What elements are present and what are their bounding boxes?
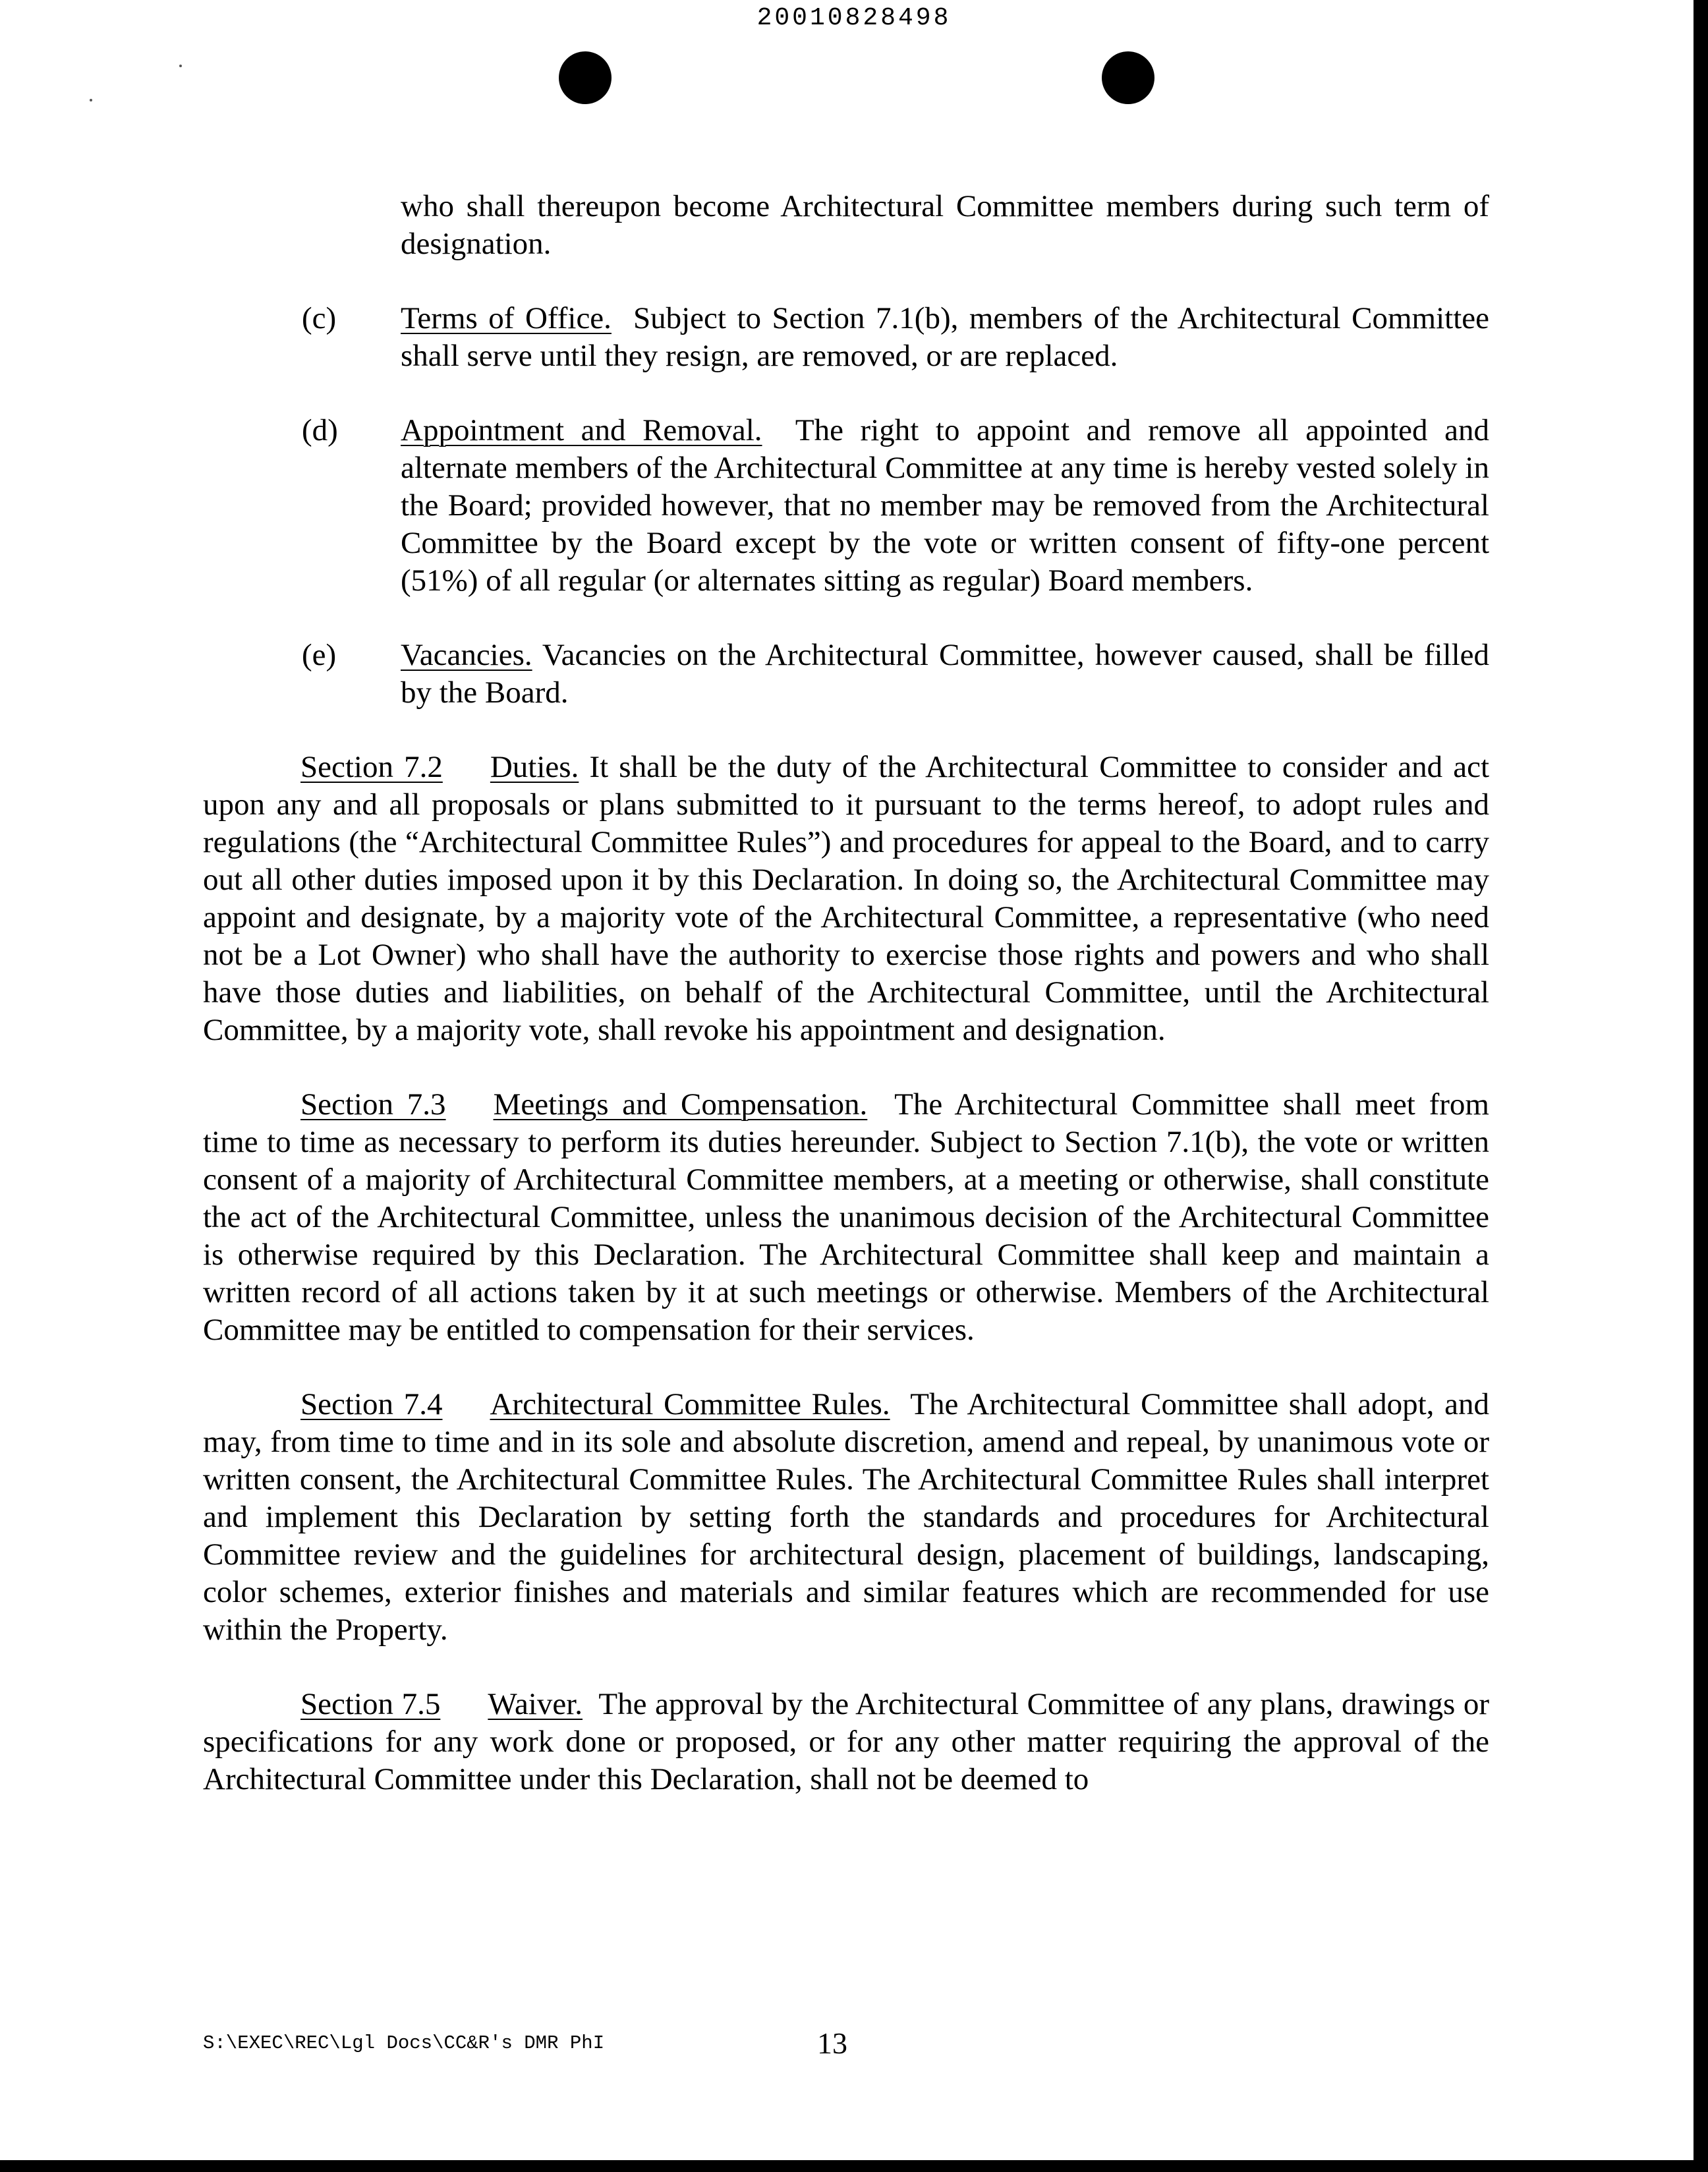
subsection-label: (e): [302, 638, 337, 672]
subsection-text: Subject to Section 7.1(b), members of the Architectural Committee shall serve until they resign, are removed, or are replaced.: [401, 301, 1489, 373]
scan-speck: [179, 65, 182, 67]
document-body: [203, 188, 1489, 1798]
section-text: The Architectural Committee shall adopt, and may, from time to time and in its sole and absolute discretion, amend and repeal, by unanimous vote or written consent, the Architectural Committee Rules. The Architectural Committee Rules shall interpret and implement this Declaration by setting forth the standards and procedures for Architectural Committee review and the guidelines for architectural design, placement of buildings, landscaping, color schemes, exterior finishes and materials and similar features which are recommended for use within the Property.: [203, 1387, 1490, 1647]
subsection-text: Vacancies on the Architectural Committee, however caused, shall be filled by the Board.: [401, 638, 1489, 710]
section-7-3: [203, 1086, 1489, 1349]
section-number: Section 7.3: [300, 1087, 446, 1122]
section-7-2: [203, 749, 1489, 1049]
subsection-c: [203, 300, 1489, 375]
subsection-label: (d): [302, 413, 338, 447]
section-heading: Meetings and Compensation.: [493, 1087, 868, 1122]
subsection-label: (c): [302, 301, 337, 335]
continued-paragraph: who shall thereupon become Architectural Committee members during such term of designation.: [401, 189, 1489, 261]
punch-hole-right: [1102, 51, 1154, 104]
document-number: 20010828498: [756, 4, 952, 32]
section-text: The approval by the Architectural Committee of any plans, drawings or specifications for any work done or proposed, or for any other matter requiring the approval of the Architectural Committee under this Declaration, shall not be deemed to: [203, 1687, 1489, 1796]
subsection-heading: Terms of Office.: [401, 301, 612, 335]
section-heading: Duties.: [490, 750, 579, 784]
section-heading: Architectural Committee Rules.: [490, 1387, 890, 1421]
punch-hole-left: [559, 51, 612, 104]
subsection-heading: Appointment and Removal.: [401, 413, 762, 447]
subsection-d: [203, 412, 1489, 600]
section-7-4: [203, 1386, 1489, 1649]
page-number: 13: [817, 2026, 847, 2060]
section-number: Section 7.5: [300, 1687, 441, 1721]
section-heading: Waiver.: [488, 1687, 583, 1721]
subsection-heading: Vacancies.: [401, 638, 532, 672]
scan-border-right: [1694, 0, 1708, 2172]
footer-file-path: S:\EXEC\REC\Lgl Docs\CC&R's DMR PhI: [203, 2032, 605, 2054]
section-text: It shall be the duty of the Architectural Committee to consider and act upon any and all proposals or plans submitted to it pursuant to the terms hereof, to adopt rules and regulations (the “Architectural Committee Rules”) and procedures for appeal to the Board, and to carry out all other duties imposed upon it by this Declaration. In doing so, the Architectural Committee may appoint and designate, by a majority vote of the Architectural Committee, a representative (who need not be a Lot Owner) who shall have the authority to exercise those rights and powers and who shall have those duties and liabilities, on behalf of the Architectural Committee, until the Architectural Committee, by a majority vote, shall revoke his appointment and designation.: [203, 750, 1490, 1047]
scan-border-bottom: [0, 2160, 1708, 2172]
section-7-5: [203, 1686, 1489, 1798]
section-text: The Architectural Committee shall meet from time to time as necessary to perform its duties hereunder. Subject to Section 7.1(b), the vote or written consent of a majority of Architectural Committee members, at a meeting or otherwise, shall constitute the act of the Architectural Committee, unless the unanimous decision of the Architectural Committee is otherwise required by this Declaration. The Architectural Committee shall keep and maintain a written record of all actions taken by it at such meetings or otherwise. Members of the Architectural Committee may be entitled to compensation for their services.: [203, 1087, 1489, 1347]
subsection-text: The right to appoint and remove all appointed and alternate members of the Architectural Committee at any time is hereby vested solely in the Board; provided however, that no member may be removed from the Architectural Committee by the Board except by the vote or written consent of fifty-one percent (51%) of all regular (or alternates sitting as regular) Board members.: [401, 413, 1489, 598]
subsection-e: [203, 637, 1489, 712]
section-number: Section 7.2: [300, 750, 443, 784]
scan-speck: [90, 99, 92, 101]
section-number: Section 7.4: [300, 1387, 443, 1421]
